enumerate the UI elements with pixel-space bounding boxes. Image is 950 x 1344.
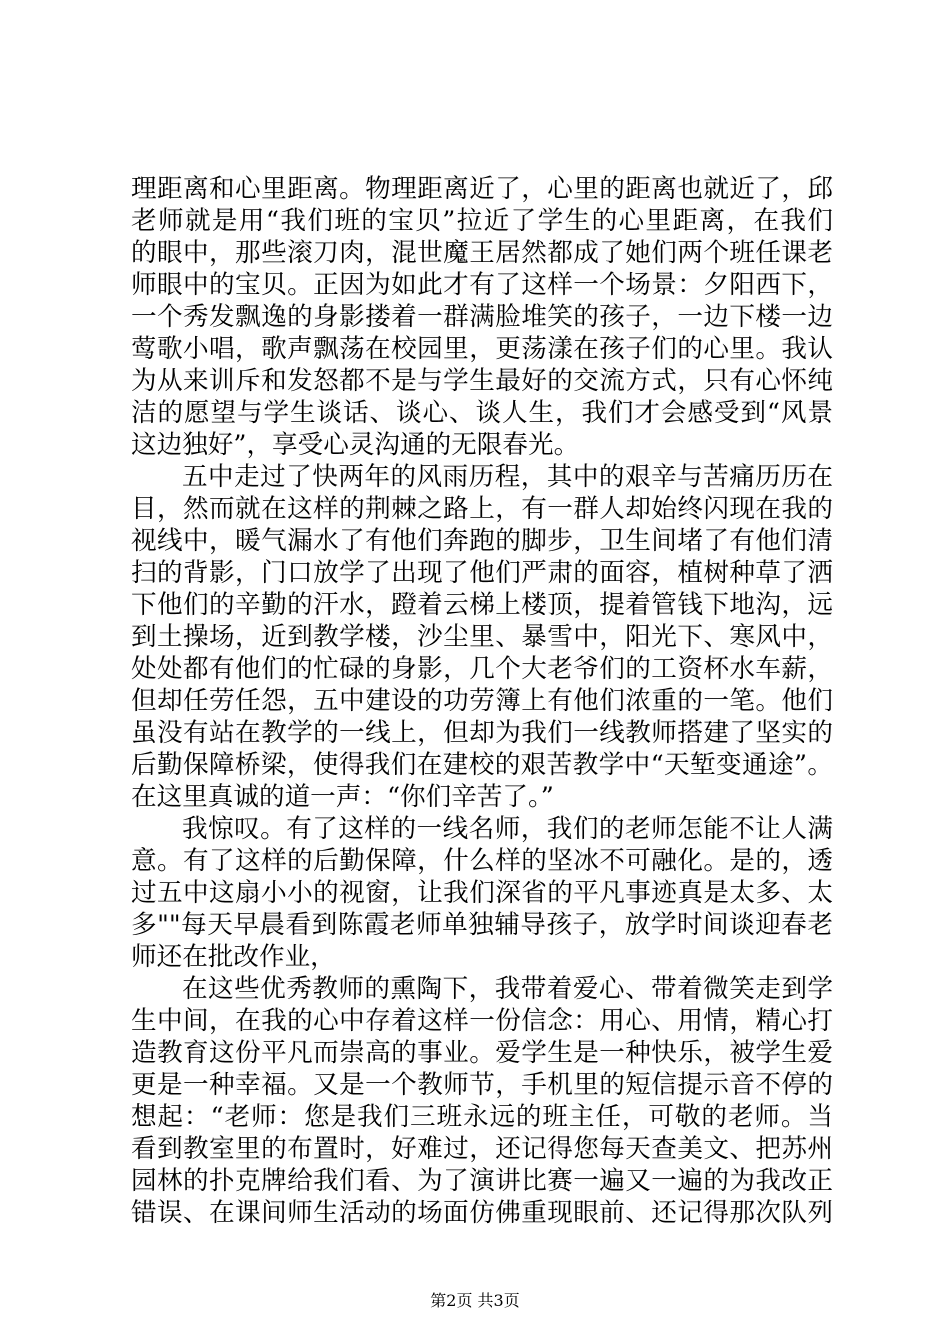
- document-body: [131, 173, 833, 1229]
- text-line: 目，然而就在这样的荆棘之路上，有一群人却始终闪现在我的: [131, 494, 833, 524]
- text-line: 后勤保障桥梁，使得我们在建校的艰苦教学中“天堑变通途”。: [131, 750, 833, 780]
- text-line: 师还在批改作业，: [131, 942, 336, 972]
- paragraph-1: [131, 173, 833, 461]
- text-line: 的眼中，那些滚刀肉，混世魔王居然都成了她们两个班任课老: [131, 238, 833, 268]
- text-line: 园林的扑克牌给我们看、为了演讲比赛一遍又一遍的为我改正: [131, 1166, 833, 1196]
- text-line: 生中间，在我的心中存着这样一份信念：用心、用情，精心打: [131, 1006, 833, 1036]
- text-line: 想起：“老师：您是我们三班永远的班主任，可敬的老师。当: [131, 1102, 833, 1132]
- paragraph-3: [131, 813, 833, 973]
- text-line: 五中走过了快两年的风雨历程，其中的艰辛与苦痛历历在: [182, 462, 833, 492]
- text-line: 我惊叹。有了这样的一线名师，我们的老师怎能不让人满: [182, 814, 833, 844]
- text-line: 老师就是用“我们班的宝贝”拉近了学生的心里距离，在我们: [131, 206, 833, 236]
- text-line: 虽没有站在教学的一线上，但却为我们一线教师搭建了坚实的: [131, 718, 833, 748]
- text-line: 过五中这扇小小的视窗，让我们深省的平凡事迹真是太多、太: [131, 878, 833, 908]
- text-line: 一个秀发飘逸的身影搂着一群满脸堆笑的孩子，一边下楼一边: [131, 302, 833, 332]
- text-line: 更是一种幸福。又是一个教师节，手机里的短信提示音不停的: [131, 1070, 833, 1100]
- text-line: 洁的愿望与学生谈话、谈心、谈人生，我们才会感受到“风景: [131, 398, 833, 428]
- text-line: 为从来训斥和发怒都不是与学生最好的交流方式，只有心怀纯: [131, 366, 833, 396]
- text-line: 视线中，暖气漏水了有他们奔跑的脚步，卫生间堵了有他们清: [131, 526, 833, 556]
- text-line: 造教育这份平凡而崇高的事业。爱学生是一种快乐，被学生爱: [131, 1038, 833, 1068]
- text-line: 在这里真诚的道一声：“你们辛苦了。”: [131, 782, 554, 812]
- text-line: 错误、在课间师生活动的场面仿佛重现眼前、还记得那次队列: [131, 1198, 833, 1228]
- paragraph-2: [131, 461, 833, 813]
- text-line: 处处都有他们的忙碌的身影，几个大老爷们的工资杯水车薪，: [131, 654, 833, 684]
- text-line: 这边独好”，享受心灵沟通的无限春光。: [131, 430, 580, 460]
- text-line: 但却任劳任怨，五中建设的功劳簿上有他们浓重的一笔。他们: [131, 686, 833, 716]
- page-footer: 第2页 共3页: [430, 1291, 520, 1310]
- text-line: 多""每天早晨看到陈霞老师单独辅导孩子，放学时间谈迎春老: [131, 910, 833, 940]
- text-line: 在这些优秀教师的熏陶下，我带着爱心、带着微笑走到学: [182, 974, 833, 1004]
- text-line: 看到教室里的布置时，好难过，还记得您每天查美文、把苏州: [131, 1134, 833, 1164]
- text-line: 意。有了这样的后勤保障，什么样的坚冰不可融化。是的，透: [131, 846, 833, 876]
- text-line: 扫的背影，门口放学了出现了他们严肃的面容，植树种草了洒: [131, 558, 833, 588]
- text-line: 到土操场，近到教学楼，沙尘里、暴雪中，阳光下、寒风中，: [131, 622, 833, 652]
- paragraph-4: [131, 973, 833, 1229]
- text-line: 莺歌小唱，歌声飘荡在校园里，更荡漾在孩子们的心里。我认: [131, 334, 833, 364]
- text-line: 师眼中的宝贝。正因为如此才有了这样一个场景：夕阳西下，: [131, 270, 833, 300]
- text-line: 理距离和心里距离。物理距离近了，心里的距离也就近了，邱: [131, 174, 833, 204]
- text-line: 下他们的辛勤的汗水，蹬着云梯上楼顶，提着管钱下地沟，远: [131, 590, 833, 620]
